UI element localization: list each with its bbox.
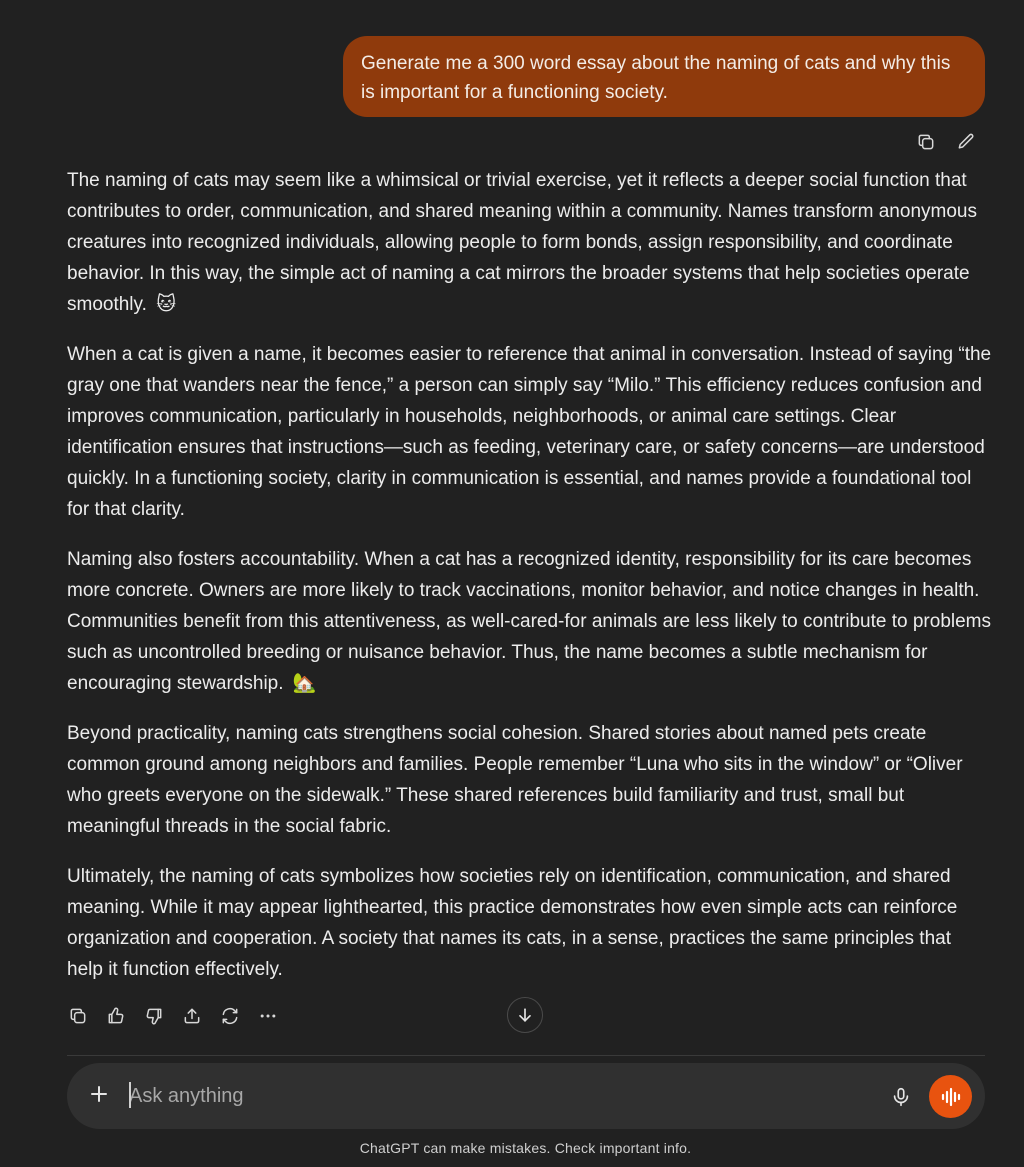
plus-icon [87,1082,111,1106]
edit-pencil-icon [956,132,976,152]
user-message-text: Generate me a 300 word essay about the naming of cats and why this is important for a functioning society. [361,53,951,103]
scroll-to-bottom-button[interactable] [507,997,543,1033]
paragraph-text: Ultimately, the naming of cats symbolizes how societies rely on identification, communication, and shared meaning. While it may appear lighthearted, this practice demonstrates how even simple acts can reinforce organization and cooperation. A society that names its cats, in a sense, practices the same principles that help it function effectively. [67,866,958,980]
paragraph-text: Beyond practicality, naming cats strengthens social cohesion. Shared stories about named pets create common ground among neighbors and families. People remember “Luna who sits in the window” or “Oliver who greets everyone on the sidewalk.” These shared references build familiarity and trust, small but meaningful threads in the social fabric. [67,723,963,837]
add-attachment-button[interactable] [87,1082,115,1110]
paragraph-text: The naming of cats may seem like a whimsical or trivial exercise, yet it reflects a deeper social function that contributes to order, communication, and shared meaning within a community. Names transform anonymous creatures into recognized individuals, allowing people to form bonds, assign responsibility, and coordinate behavior. In this way, the simple act of naming a cat mirrors the broader systems that help societies operate smoothly. [67,170,977,315]
user-message-bubble [343,36,985,117]
bad-response-button[interactable] [140,1002,168,1030]
regenerate-icon [220,1006,240,1026]
thumbs-down-icon [144,1006,164,1026]
copy-response-button[interactable] [64,1002,92,1030]
assistant-message-actions [64,1002,282,1030]
copy-message-button[interactable] [912,128,940,156]
assistant-paragraph [67,165,992,320]
regenerate-button[interactable] [216,1002,244,1030]
house-emoji-icon: 🏡 [292,672,317,694]
arrow-down-icon [515,1005,535,1025]
dictate-button[interactable] [887,1083,915,1111]
composer [67,1063,985,1129]
more-actions-button[interactable] [254,1002,282,1030]
voice-waveform-icon [939,1085,963,1109]
edit-message-button[interactable] [952,128,980,156]
thumbs-up-icon [106,1006,126,1026]
copy-icon [916,132,936,152]
disclaimer-text: ChatGPT can make mistakes. Check important info. [359,1140,692,1156]
good-response-button[interactable] [102,1002,130,1030]
assistant-paragraph [67,544,992,699]
assistant-paragraph [67,718,992,842]
paragraph-text: When a cat is given a name, it becomes easier to reference that animal in conversation. Instead of saying “the gray one that wanders near the fence,” a person can simply say “Milo.” This efficiency reduces confusion and improves communication, particularly in households, neighborhoods, or animal care settings. Clear identification ensures that instructions—such as feeding, veterinary care, or safety concerns—are understood quickly. In a functioning society, clarity in communication is essential, and names provide a foundational tool for that clarity. [67,344,992,520]
more-icon [258,1006,278,1026]
assistant-paragraph [67,339,992,525]
composer-divider [67,1055,985,1056]
cat-emoji-icon: 🐱 [156,293,176,315]
microphone-icon [890,1086,912,1108]
assistant-message [67,165,992,1004]
assistant-paragraph [67,861,992,985]
paragraph-text: Naming also fosters accountability. When a cat has a recognized identity, responsibility for its care becomes more concrete. Owners are more likely to track vaccinations, monitor behavior, and notice changes in health. Communities benefit from this attentiveness, as well-cared-for animals are less likely to contribute to problems such as uncontrolled breeding or nuisance behavior. Thus, the name becomes a subtle mechanism for encouraging stewardship. [67,549,991,694]
share-icon [182,1006,202,1026]
copy-icon [68,1006,88,1026]
share-button[interactable] [178,1002,206,1030]
user-message-actions [912,128,980,156]
voice-mode-button[interactable] [929,1075,972,1118]
prompt-input[interactable] [129,1081,829,1111]
text-caret [129,1082,131,1108]
